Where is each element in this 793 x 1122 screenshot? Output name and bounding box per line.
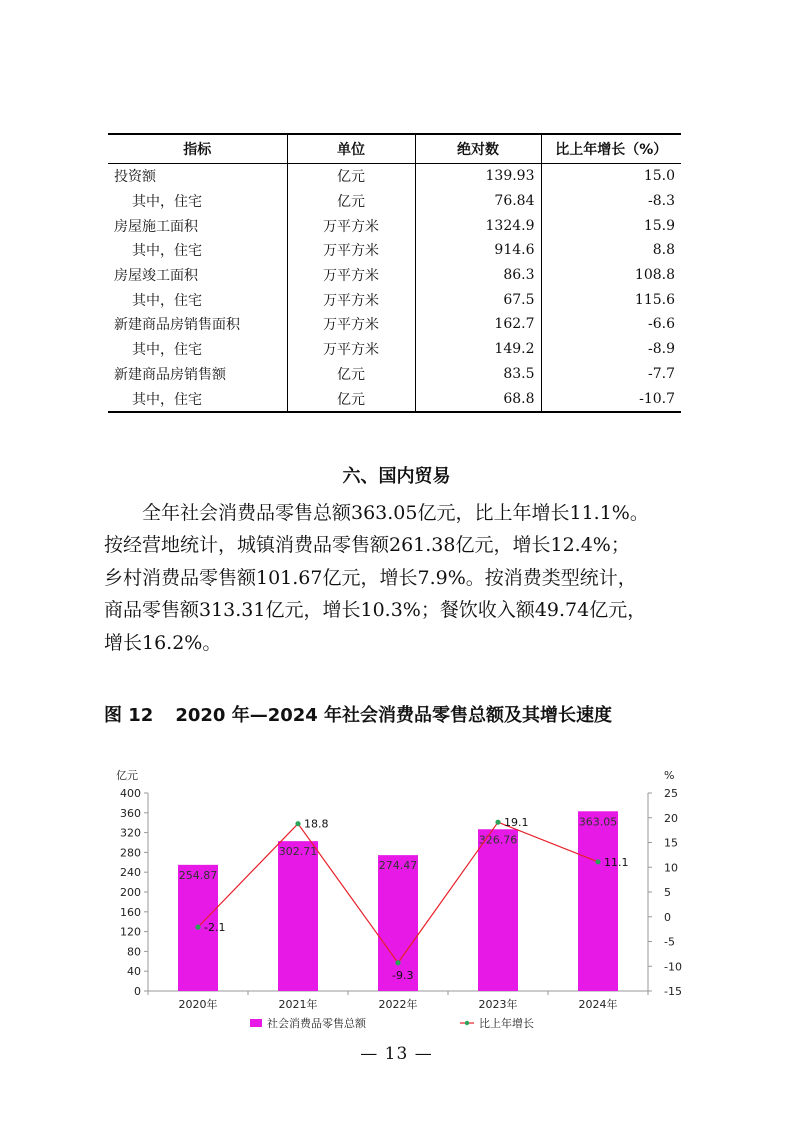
- bar-value-label: 363.05: [578, 815, 618, 829]
- growth-point: [595, 859, 600, 864]
- cell-unit: 万平方米: [287, 312, 415, 337]
- bar-value-label: 254.87: [178, 868, 218, 882]
- y-axis-left-label: 亿元: [116, 769, 138, 782]
- y-right-tick-label: 25: [664, 787, 678, 800]
- cell-value: 914.6: [415, 238, 541, 263]
- paragraph-line: 商品零售额313.31亿元，增长10.3%；餐饮收入额49.74亿元，: [104, 599, 647, 622]
- cell-growth: 115.6: [541, 287, 681, 312]
- section-title: 六、国内贸易: [342, 466, 451, 487]
- table-row: [108, 362, 681, 387]
- growth-value-label: 18.8: [304, 817, 329, 831]
- y-left-tick-label: 40: [127, 965, 141, 979]
- cell-unit: 亿元: [287, 189, 415, 214]
- y-left-tick-label: 320: [120, 826, 141, 840]
- cell-indicator: 其中，住宅: [132, 342, 202, 359]
- bar-value-label: 326.76: [478, 833, 518, 847]
- y-left-tick-label: 360: [120, 806, 141, 820]
- cell-indicator: 新建商品房销售额: [114, 366, 226, 383]
- cell-unit: 万平方米: [287, 238, 415, 263]
- retail-sales-chart: [108, 765, 688, 1045]
- cell-indicator: 其中，住宅: [132, 391, 202, 408]
- y-left-tick-label: 0: [134, 985, 141, 998]
- legend-bar-label: 社会消费品零售总额: [267, 1017, 366, 1030]
- table-row: [108, 287, 681, 312]
- growth-point: [295, 821, 300, 826]
- cell-value: 139.93: [415, 164, 541, 189]
- cell-unit: 亿元: [287, 386, 415, 412]
- cell-indicator: 新建商品房销售面积: [114, 317, 240, 334]
- x-tick-label: 2024年: [578, 998, 618, 1011]
- y-right-tick-label: -5: [664, 935, 675, 949]
- cell-unit: 万平方米: [287, 263, 415, 288]
- table-row: [108, 337, 681, 362]
- bar: [578, 811, 618, 991]
- y-axis-right-label: %: [664, 769, 675, 782]
- bar-value-label: 274.47: [378, 859, 418, 873]
- cell-growth: 108.8: [541, 263, 681, 288]
- y-left-tick-label: 240: [120, 866, 141, 880]
- figure-title: [104, 701, 688, 727]
- cell-unit: 万平方米: [287, 287, 415, 312]
- y-right-tick-label: 10: [664, 861, 678, 875]
- y-right-tick-label: 0: [664, 910, 671, 924]
- bar: [478, 829, 518, 991]
- legend-bar-swatch: [250, 1019, 262, 1027]
- cell-value: 68.8: [415, 386, 541, 412]
- section-body: [104, 497, 688, 659]
- header-growth: 比上年增长（%）: [541, 134, 681, 164]
- figure-caption: 2020 年—2024 年社会消费品零售总额及其增长速度: [175, 705, 613, 726]
- growth-value-label: -2.1: [204, 921, 226, 935]
- table-row: [108, 312, 681, 337]
- real-estate-table: [108, 133, 681, 413]
- paragraph-line: 全年社会消费品零售总额363.05亿元，比上年增长11.1%。: [142, 502, 649, 524]
- cell-value: 67.5: [415, 287, 541, 312]
- table-row: [108, 164, 681, 189]
- cell-indicator: 其中，住宅: [132, 194, 202, 211]
- growth-value-label: -9.3: [392, 968, 414, 982]
- cell-unit: 亿元: [287, 362, 415, 387]
- cell-unit: 万平方米: [287, 213, 415, 238]
- paragraph-line: 按经营地统计，城镇消费品零售额261.38亿元，增长12.4%；: [104, 534, 630, 557]
- cell-unit: 万平方米: [287, 337, 415, 362]
- paragraph-line: 乡村消费品零售额101.67亿元，增长7.9%。按消费类型统计，: [104, 566, 637, 589]
- table-row: [108, 189, 681, 214]
- cell-value: 1324.9: [415, 213, 541, 238]
- page-number: — 13 —: [360, 1044, 433, 1064]
- legend-line-marker: [465, 1021, 469, 1025]
- table-row: [108, 386, 681, 412]
- x-tick-label: 2021年: [278, 998, 318, 1011]
- table-row: [108, 263, 681, 288]
- y-right-tick-label: -15: [664, 985, 682, 998]
- y-right-tick-label: 5: [664, 886, 671, 899]
- cell-indicator: 房屋竣工面积: [114, 268, 198, 285]
- cell-growth: -8.3: [541, 189, 681, 214]
- header-absolute: 绝对数: [415, 134, 541, 164]
- cell-growth: 8.8: [541, 238, 681, 263]
- cell-growth: -7.7: [541, 362, 681, 387]
- table-header-row: [108, 134, 681, 164]
- paragraph-line: 增长16.2%。: [104, 631, 222, 654]
- cell-value: 76.84: [415, 189, 541, 214]
- figure-number: 图 12: [104, 705, 154, 726]
- y-left-tick-label: 80: [127, 945, 141, 959]
- growth-point: [495, 820, 500, 825]
- cell-indicator: 投资额: [114, 169, 156, 186]
- cell-growth: -6.6: [541, 312, 681, 337]
- header-unit: 单位: [287, 134, 415, 164]
- table-row: [108, 213, 681, 238]
- growth-value-label: 11.1: [604, 855, 629, 869]
- y-left-tick-label: 160: [120, 905, 141, 919]
- y-right-tick-label: 20: [664, 811, 678, 825]
- legend-line-label: 比上年增长: [479, 1017, 534, 1030]
- y-right-tick-label: -10: [664, 960, 682, 974]
- table-row: [108, 238, 681, 263]
- cell-indicator: 其中，住宅: [132, 243, 202, 260]
- growth-point: [195, 925, 200, 930]
- y-left-tick-label: 400: [120, 787, 141, 800]
- x-tick-label: 2022年: [378, 998, 418, 1011]
- x-tick-label: 2020年: [178, 998, 218, 1011]
- header-indicator: 指标: [183, 142, 212, 158]
- cell-growth: -10.7: [541, 386, 681, 412]
- x-tick-label: 2023年: [478, 998, 518, 1011]
- cell-growth: 15.9: [541, 213, 681, 238]
- y-left-tick-label: 120: [120, 925, 141, 939]
- cell-growth: 15.0: [541, 164, 681, 189]
- cell-value: 162.7: [415, 312, 541, 337]
- bar-value-label: 302.71: [278, 845, 318, 859]
- growth-value-label: 19.1: [504, 816, 529, 830]
- y-right-tick-label: 15: [664, 836, 678, 850]
- growth-point: [395, 960, 400, 965]
- cell-indicator: 房屋施工面积: [114, 218, 198, 235]
- y-left-tick-label: 280: [120, 846, 141, 860]
- cell-indicator: 其中，住宅: [132, 292, 202, 309]
- cell-value: 149.2: [415, 337, 541, 362]
- cell-value: 83.5: [415, 362, 541, 387]
- cell-growth: -8.9: [541, 337, 681, 362]
- bar: [278, 841, 318, 991]
- y-left-tick-label: 200: [120, 886, 141, 899]
- cell-value: 86.3: [415, 263, 541, 288]
- cell-unit: 亿元: [287, 164, 415, 189]
